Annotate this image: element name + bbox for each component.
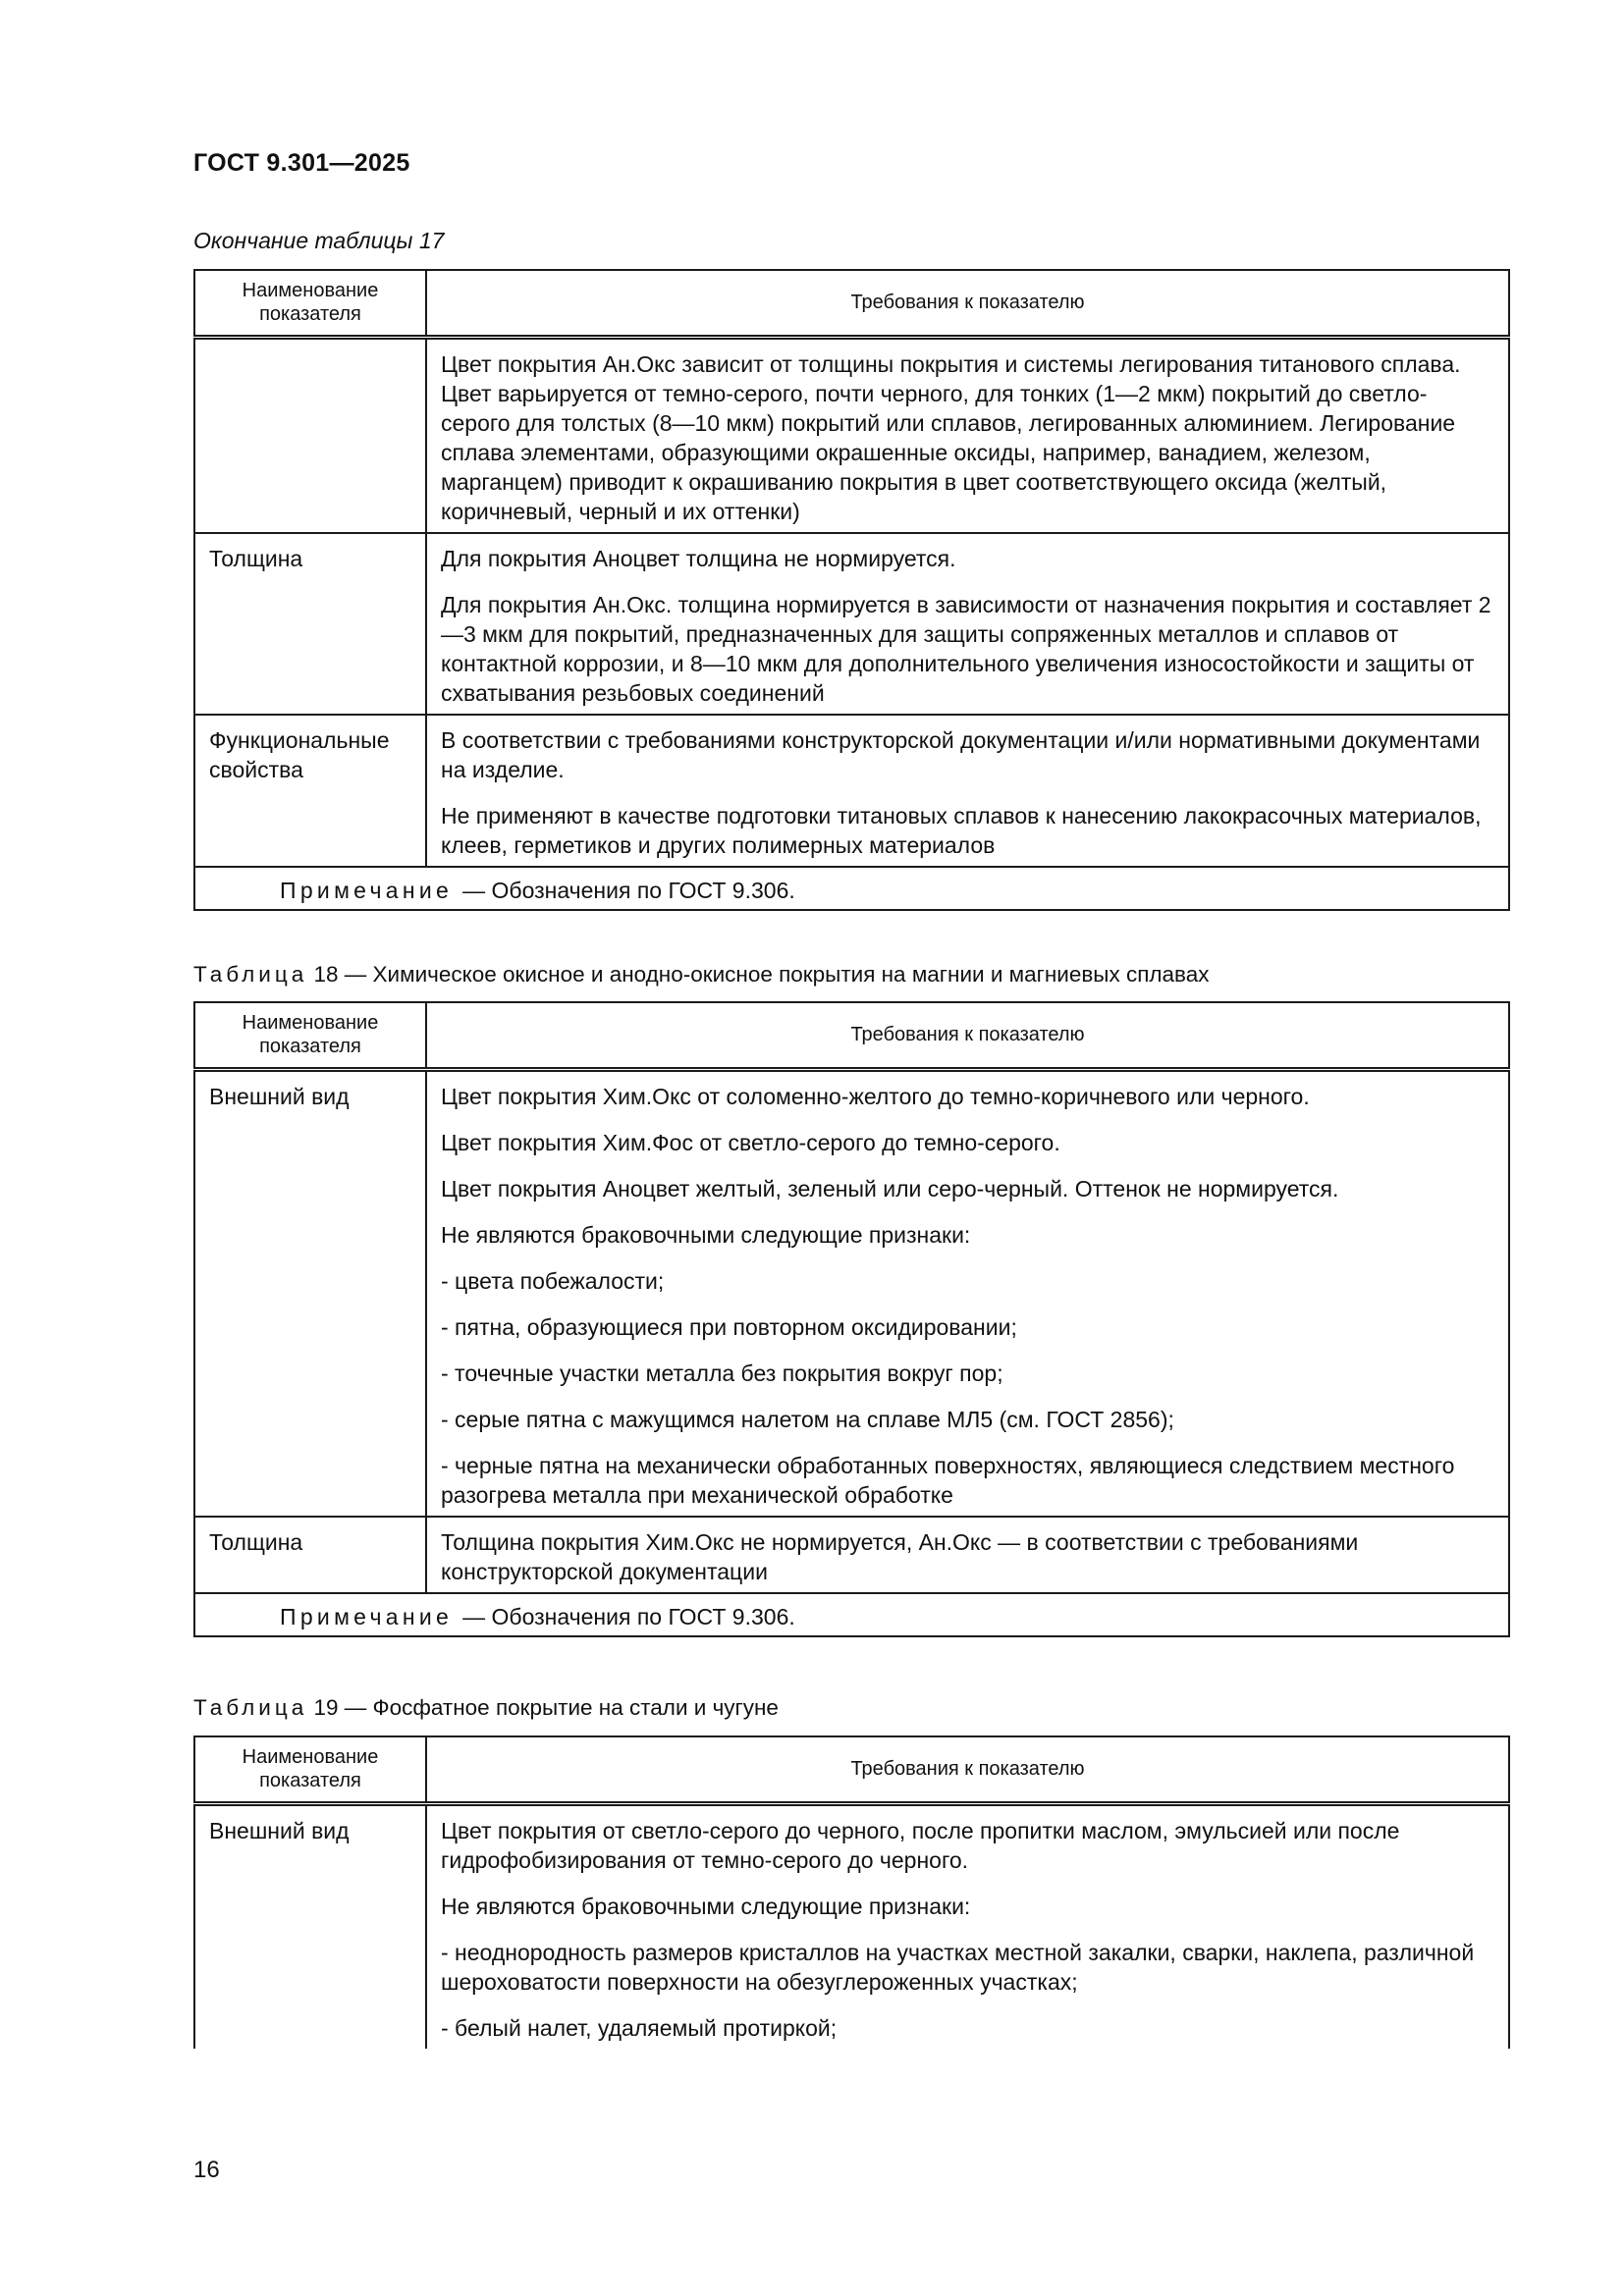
header-requirements-column: Требования к показателю (426, 270, 1509, 337)
requirement-text: - серые пятна с мажущимся налетом на сплаве МЛ5 (см. ГОСТ 2856); (441, 1406, 1174, 1432)
requirement-text: - черные пятна на механически обработанных поверхностях, являющиеся следствием местного разогрева металла при механической обработке (441, 1452, 1455, 1508)
indicator-name: Толщина (194, 533, 426, 715)
table-row (194, 715, 1509, 867)
caption-label: Таблица (193, 1695, 308, 1720)
table-note-row (194, 867, 1509, 910)
table-header-row (194, 1736, 1509, 1803)
table-row (194, 1069, 1509, 1517)
table-note (194, 867, 1509, 910)
requirement-text: Для покрытия Ан.Окс. толщина нормируется в зависимости от назначения покрытия и составляет 2—3 мкм для покрытий, предназначенных для защиты сопряженных металлов и сплавов от контактной коррозии, и 8—10 мкм для дополнительного увеличения износостойкости и защиты от схватывания резьбовых соединений (441, 591, 1491, 706)
indicator-name: Толщина (194, 1517, 426, 1593)
requirement-cell (426, 1803, 1509, 2049)
requirement-text: Толщина покрытия Хим.Окс не нормируется, Ан.Окс — в соответствии с требованиями конструкторской документации (441, 1528, 1359, 1584)
table-row (194, 533, 1509, 715)
requirement-text: - пятна, образующиеся при повторном оксидировании; (441, 1313, 1017, 1340)
header-requirements-column: Требования к показателю (426, 1002, 1509, 1069)
header-name-column: Наименование показателя (194, 1002, 426, 1069)
caption-label: Таблица (193, 962, 308, 987)
table-header-row (194, 270, 1509, 337)
table-note (194, 1593, 1509, 1636)
table-header-row (194, 1002, 1509, 1069)
document-header: ГОСТ 9.301—2025 (193, 149, 410, 177)
table19-caption (193, 1695, 779, 1721)
requirement-text: - точечные участки металла без покрытия вокруг пор; (441, 1360, 1003, 1386)
indicator-name: Внешний вид (194, 1069, 426, 1517)
requirement-text: Не применяют в качестве подготовки титановых сплавов к нанесению лакокрасочных материалов, клеев, герметиков и других полимерных материалов (441, 802, 1482, 858)
note-label: Примечание (280, 1603, 454, 1629)
requirement-text: В соответствии с требованиями конструкторской документации и/или нормативными документами на изделие. (441, 726, 1481, 782)
header-name-column: Наименование показателя (194, 1736, 426, 1803)
table-row (194, 1517, 1509, 1593)
indicator-name: Функциональные свойства (194, 715, 426, 867)
indicator-name (194, 337, 426, 533)
requirement-text: Цвет покрытия Ан.Окс зависит от толщины покрытия и системы легирования титанового сплава. Цвет варьируется от темно-серого, почти черного, для тонких (1—2 мкм) покрытий до светло-серого для толстых (8—10 мкм) покрытий или сплавов, легированных алюминием. Легирование сплава элементами, образующими окрашенные оксиды, например, ванадием, железом, марганцем) приводит к окрашиванию покрытия в цвет соответствующего оксида (желтый, коричневый, черный и их оттенки) (441, 350, 1461, 524)
requirement-text: Не являются браковочными следующие признаки: (441, 1893, 971, 1919)
caption-text: 19 — Фосфатное покрытие на стали и чугуне (313, 1695, 779, 1720)
header-requirements-column: Требования к показателю (426, 1736, 1509, 1803)
requirement-text: - неоднородность размеров кристаллов на участках местной закалки, сварки, наклепа, различной шероховатости поверхности на обезуглероженных участках; (441, 1939, 1475, 1995)
requirement-text: - цвета побежалости; (441, 1267, 665, 1294)
table18-caption (193, 962, 1210, 988)
table-17 (193, 269, 1510, 911)
requirement-cell (426, 1517, 1509, 1593)
requirement-text: - белый налет, удаляемый протиркой; (441, 2014, 838, 2041)
requirement-text: Цвет покрытия Хим.Окс от соломенно-желтого до темно-коричневого или черного. (441, 1083, 1310, 1109)
note-text: — Обозначения по ГОСТ 9.306. (462, 1603, 795, 1629)
requirement-cell (426, 533, 1509, 715)
note-label: Примечание (280, 877, 454, 903)
caption-text: 18 — Химическое окисное и анодно-окисное покрытия на магнии и магниевых сплавах (313, 962, 1210, 987)
table-19 (193, 1735, 1510, 2049)
table-row (194, 1803, 1509, 2049)
page-number: 16 (193, 2157, 220, 2183)
header-name-column: Наименование показателя (194, 270, 426, 337)
requirement-text: Не являются браковочными следующие признаки: (441, 1221, 971, 1248)
requirement-text: Цвет покрытия Аноцвет желтый, зеленый или серо-черный. Оттенок не нормируется. (441, 1175, 1339, 1201)
table-row (194, 337, 1509, 533)
table-note-row (194, 1593, 1509, 1636)
note-text: — Обозначения по ГОСТ 9.306. (462, 877, 795, 903)
requirement-text: Цвет покрытия Хим.Фос от светло-серого до темно-серого. (441, 1129, 1060, 1155)
table17-continuation-caption: Окончание таблицы 17 (193, 228, 445, 253)
requirement-cell (426, 715, 1509, 867)
requirement-text: Для покрытия Аноцвет толщина не нормируется. (441, 545, 956, 571)
table-18 (193, 1001, 1510, 1637)
indicator-name: Внешний вид (194, 1803, 426, 2049)
requirement-cell (426, 337, 1509, 533)
requirement-cell (426, 1069, 1509, 1517)
requirement-text: Цвет покрытия от светло-серого до черного, после пропитки маслом, эмульсией или после гидрофобизирования от темно-серого до черного. (441, 1817, 1400, 1873)
